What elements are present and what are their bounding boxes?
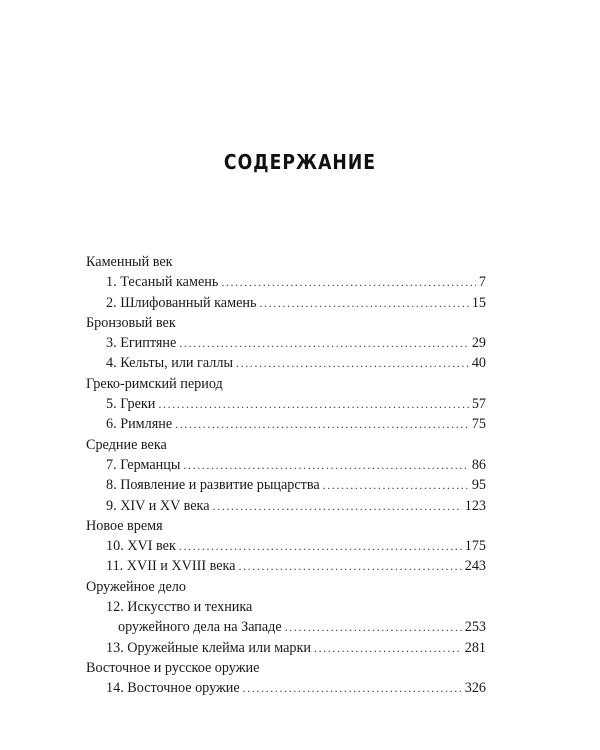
toc-entry[interactable] xyxy=(86,638,486,658)
toc-entry-page: 7 xyxy=(478,274,486,291)
dot-leader xyxy=(323,475,469,495)
toc-entry-page: 75 xyxy=(471,416,486,433)
toc-entry[interactable] xyxy=(86,678,486,698)
toc-entry[interactable] xyxy=(86,353,486,373)
section-heading-armory: Оружейное дело xyxy=(86,578,186,595)
toc-entry-label: 10. XVI век xyxy=(106,538,176,555)
page-title: СОДЕРЖАНИЕ xyxy=(223,150,377,174)
toc-entry[interactable] xyxy=(86,293,486,313)
toc-entry[interactable] xyxy=(86,556,486,576)
dot-leader xyxy=(179,536,462,556)
toc-entry-page: 40 xyxy=(471,355,486,372)
section-heading-modern-times: Новое время xyxy=(86,517,163,534)
dot-leader xyxy=(236,353,469,373)
toc-entry-page: 281 xyxy=(464,639,486,656)
toc-entry-label: 8. Появление и развитие рыцарства xyxy=(106,477,320,494)
toc-entry[interactable] xyxy=(86,414,486,434)
dot-leader xyxy=(213,496,462,516)
section-heading-greco-roman: Греко-римский период xyxy=(86,375,223,392)
toc-entry-label: 14. Восточное оружие xyxy=(106,680,240,697)
toc-entry-page: 326 xyxy=(464,680,486,697)
toc-entry[interactable] xyxy=(86,617,486,637)
toc-entry-page: 95 xyxy=(471,477,486,494)
toc-entry-label: 5. Греки xyxy=(106,396,156,413)
section-heading-eastern-russian: Восточное и русское оружие xyxy=(86,659,260,676)
dot-leader xyxy=(238,556,461,576)
toc-entry[interactable] xyxy=(86,455,486,475)
toc-entry[interactable] xyxy=(86,536,486,556)
toc-entry-page: 253 xyxy=(464,619,486,636)
toc-entry-label: 2. Шлифованный камень xyxy=(106,294,257,311)
dot-leader xyxy=(179,333,469,353)
dot-leader xyxy=(285,617,462,637)
toc-entry-page: 123 xyxy=(464,497,486,514)
toc-entry[interactable] xyxy=(86,272,486,292)
toc-entry-page: 175 xyxy=(464,538,486,555)
toc-entry-label: 1. Тесаный камень xyxy=(106,274,219,291)
dot-leader xyxy=(221,272,476,292)
toc-entry-label: 6. Римляне xyxy=(106,416,173,433)
toc-entry-label: 4. Кельты, или галлы xyxy=(106,355,233,372)
toc-entry[interactable] xyxy=(86,475,486,495)
toc-entry-page: 86 xyxy=(471,456,486,473)
toc-entry-label: 13. Оружейные клейма или марки xyxy=(106,639,311,656)
dot-leader xyxy=(314,638,462,658)
toc-entry-label: 3. Египтяне xyxy=(106,335,177,352)
toc-entry-label-line1[interactable]: 12. Искусство и техника xyxy=(106,599,253,616)
dot-leader xyxy=(175,414,469,434)
toc-entry[interactable] xyxy=(86,496,486,516)
table-of-contents xyxy=(86,252,486,699)
dot-leader xyxy=(183,455,468,475)
section-heading-middle-ages: Средние века xyxy=(86,436,167,453)
toc-entry[interactable] xyxy=(86,394,486,414)
dot-leader xyxy=(243,678,462,698)
toc-entry-page: 29 xyxy=(471,335,486,352)
toc-entry-label: 7. Германцы xyxy=(106,456,181,473)
toc-entry[interactable] xyxy=(86,333,486,353)
section-heading-stone-age: Каменный век xyxy=(86,254,173,270)
toc-entry-label: 11. XVII и XVIII века xyxy=(106,558,236,575)
dot-leader xyxy=(158,394,468,414)
toc-entry-page: 15 xyxy=(471,294,486,311)
dot-leader xyxy=(259,293,468,313)
toc-entry-label: оружейного дела на Западе xyxy=(118,619,282,636)
toc-entry-page: 57 xyxy=(471,396,486,413)
toc-entry-page: 243 xyxy=(464,558,486,575)
toc-entry-label: 9. XIV и XV века xyxy=(106,497,210,514)
section-heading-bronze-age: Бронзовый век xyxy=(86,314,176,331)
